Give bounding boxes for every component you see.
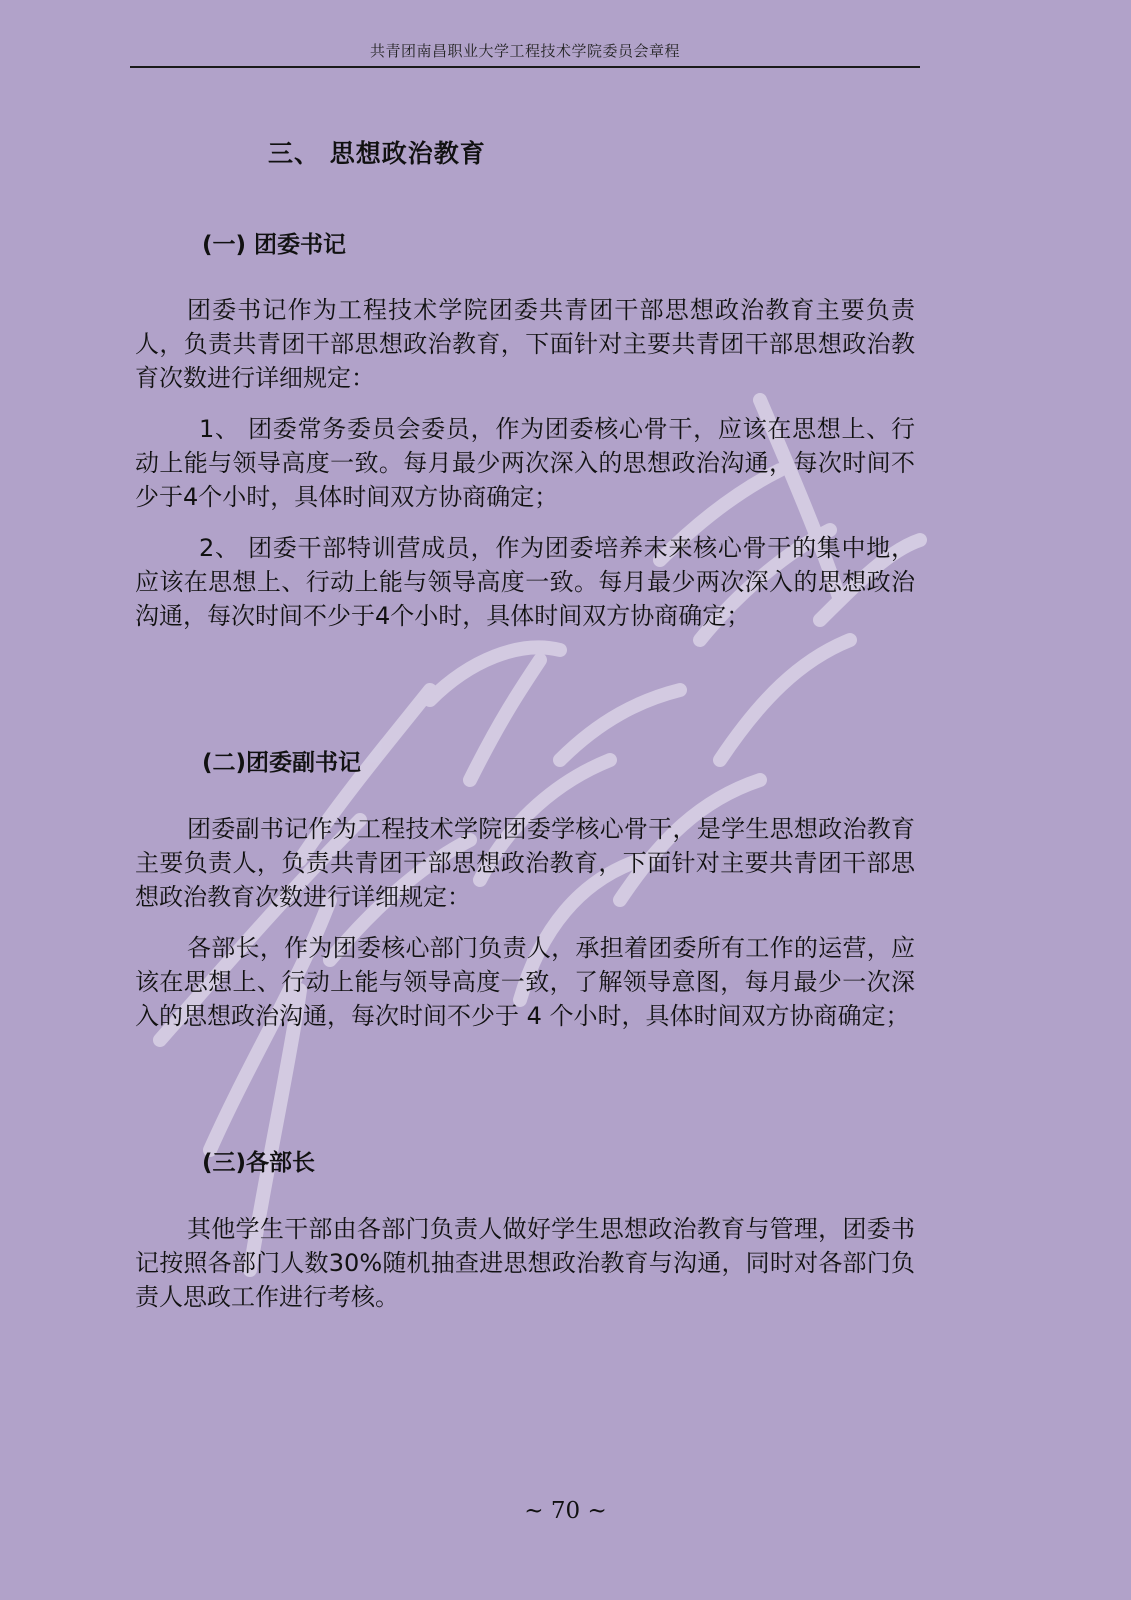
subsection-heading-deputy-secretary: (二)团委副书记 [202,750,362,776]
list-item-2: 2、 团委干部特训营成员，作为团委培养未来核心骨干的集中地，应该在思想上、行动上能与领导高度一致。每月最少两次深入的思想政治沟通，每次时间不少于4个小时，具体时间双方协商确定； [135,534,915,630]
list-item-1: 1、 团委常务委员会委员，作为团委核心骨干，应该在思想上、行动上能与领导高度一致。每月最少两次深入的思想政治沟通，每次时间不少于4个小时，具体时间双方协商确定； [135,415,915,511]
header-rule [130,66,920,68]
paragraph-deputy-intro: 团委副书记作为工程技术学院团委学核心骨干，是学生思想政治教育主要负责人，负责共青团干部思想政治教育，下面针对主要共青团干部思想政治教育次数进行详细规定： [135,815,915,911]
paragraph-deputy-body: 各部长，作为团委核心部门负责人，承担着团委所有工作的运营，应该在思想上、行动上能与领导高度一致，了解领导意图，每月最少一次深入的思想政治沟通，每次时间不少于 4 个小时，具体时间双方协商确定； [135,934,915,1030]
page-number: ~ 70 ~ [524,1498,607,1524]
section-title: 三、 思想政治教育 [268,139,486,168]
paragraph-ministers-body: 其他学生干部由各部门负责人做好学生思想政治教育与管理，团委书记按照各部门人数30%随机抽查进思想政治教育与沟通，同时对各部门负责人思政工作进行考核。 [135,1215,915,1311]
subsection-heading-ministers: (三)各部长 [202,1150,316,1176]
subsection-heading-secretary: (一) 团委书记 [202,232,347,258]
paragraph-secretary-intro: 团委书记作为工程技术学院团委共青团干部思想政治教育主要负责人，负责共青团干部思想政治教育，下面针对主要共青团干部思想政治教育次数进行详细规定： [135,296,915,392]
running-header: 共青团南昌职业大学工程技术学院委员会章程 [369,42,680,60]
